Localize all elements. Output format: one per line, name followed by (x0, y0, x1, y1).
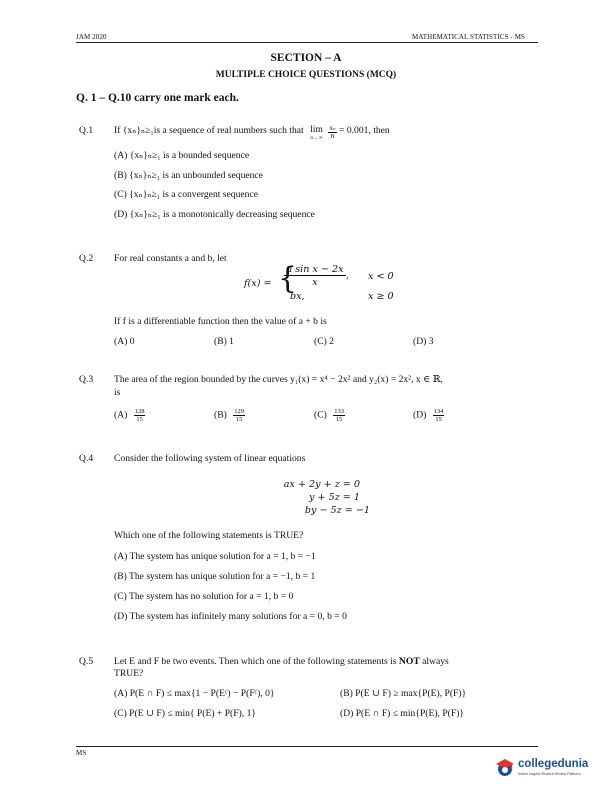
collegedunia-logo-name: collegedunia (518, 758, 589, 770)
graduation-cap-icon (494, 756, 516, 778)
q3-option-b-label: (B) (214, 409, 227, 421)
q5-number: Q.5 (79, 656, 94, 667)
q5-stem-not: NOT (398, 656, 420, 667)
q2-case1-comma: , (346, 270, 350, 281)
q3-option-a-label: (A) (114, 409, 128, 421)
q2-option-a: (A) 0 (114, 336, 135, 347)
q1-frac-den: n (330, 132, 335, 140)
collegedunia-logo-tagline: India's largest Student Review Platform (518, 772, 581, 776)
section-title: SECTION – A (270, 52, 342, 64)
q1-option-a: (A) {xₙ}ₙ≥₁ is a bounded sequence (114, 150, 250, 161)
q2-followup: If f is a differentiable function then the value of a + b is (114, 316, 327, 327)
q3-option-a-den: 15 (136, 416, 143, 423)
q1-frac-num: xₙ (329, 124, 336, 132)
q4-number: Q.4 (79, 453, 94, 464)
q4-equation-3: by − 5z = −1 (304, 505, 370, 516)
q1-option-c: (C) {xₙ}ₙ≥₁ is a convergent sequence (114, 189, 258, 200)
q4-option-a: (A) The system has unique solution for a = 1, b = −1 (114, 551, 316, 562)
q3-option-a-frac (134, 408, 146, 423)
q4-equation-1: ax + 2y + z = 0 (283, 479, 360, 490)
q3-stem-line2: is (114, 387, 121, 398)
q2-option-d: (D) 3 (413, 336, 434, 347)
q3-option-c-label: (C) (314, 409, 327, 421)
q3-number: Q.3 (79, 374, 94, 385)
q1-number: Q.1 (79, 125, 94, 136)
q3-option-b (214, 408, 245, 423)
q3-option-a (114, 408, 145, 423)
q2-case1-cond: x < 0 (368, 271, 394, 282)
q3-option-b-num: 129 (234, 408, 244, 415)
q1-stem-post: = 0.001, then (339, 125, 390, 136)
q2-number: Q.2 (79, 253, 94, 264)
q5-option-b: (B) P(E ∪ F) ≥ max{P(E), P(F)} (340, 688, 467, 699)
q1-lim-sub: n→∞ (310, 135, 323, 141)
q2-option-c: (C) 2 (314, 336, 334, 347)
q3-option-d-frac (433, 408, 445, 423)
section-subtitle: MULTIPLE CHOICE QUESTIONS (MCQ) (215, 70, 397, 80)
q2-brace: { (278, 261, 298, 296)
q4-option-d: (D) The system has infinitely many solutions for a = 0, b = 0 (114, 611, 347, 622)
q4-stem: Consider the following system of linear equations (114, 453, 306, 464)
q5-option-d: (D) P(E ∩ F) ≤ min{P(E), P(F)} (340, 708, 465, 719)
q5-stem-pre: Let E and F be two events. Then which one of the following statements is (114, 656, 397, 667)
q3-option-b-frac (233, 408, 245, 423)
q3-option-a-num: 128 (134, 408, 145, 415)
q3-option-c-den: 15 (335, 416, 343, 423)
q3-option-c (314, 408, 345, 423)
q1-lim-text: lim (310, 124, 323, 135)
q2-case1-num: a sin x − 2x (284, 264, 346, 276)
header-rule (76, 42, 538, 43)
q2-case2-cond: x ≥ 0 (368, 291, 394, 302)
q5-option-c: (C) P(E ∪ F) ≤ min{ P(E) + P(F), 1} (114, 708, 256, 719)
q3-option-d (413, 408, 444, 423)
q1-stem (114, 125, 390, 141)
header-subject-label: MATHEMATICAL STATISTICS - MS (412, 33, 526, 41)
q5-stem-line1 (114, 656, 449, 667)
q2-case1-den: x (312, 277, 318, 288)
q5-option-a: (A) P(E ∩ F) ≤ max{1 − P(Eᶜ) − P(Fᶜ), 0} (114, 688, 275, 699)
q2-option-b: (B) 1 (214, 336, 234, 347)
q3-stem-line1: The area of the region bounded by the curves y₁(x) = x⁴ − 2x² and y₂(x) = 2x², x ∈ ℝ, (114, 374, 443, 385)
q1-limit (310, 125, 323, 141)
marks-note: Q. 1 – Q.10 carry one mark each. (76, 92, 239, 104)
q4-question: Which one of the following statements is TRUE? (114, 530, 304, 541)
q3-option-c-num: 133 (334, 408, 344, 415)
q2-case2: bx, (290, 291, 305, 302)
q1-option-d: (D) {xₙ}ₙ≥₁ is a monotonically decreasing sequence (114, 209, 315, 220)
header-exam-label: JAM 2020 (76, 33, 107, 41)
q4-option-b: (B) The system has unique solution for a = −1, b = 1 (114, 571, 316, 582)
q2-fx-label: f(x) = (244, 278, 272, 289)
q3-option-d-den: 15 (435, 416, 442, 423)
q2-stem: For real constants a and b, let (114, 253, 227, 264)
footer-rule (76, 746, 538, 747)
footer-subject-code: MS (76, 749, 87, 757)
q1-option-b: (B) {xₙ}ₙ≥₁ is an unbounded sequence (114, 170, 263, 181)
q3-option-b-den: 15 (235, 416, 243, 423)
q3-option-d-num: 134 (433, 408, 444, 415)
q3-option-d-label: (D) (413, 409, 427, 421)
q1-stem-pre: If {xₙ}ₙ≥₁is a sequence of real numbers such that (114, 125, 304, 136)
collegedunia-logo-icon (494, 756, 516, 778)
q5-stem-line2: TRUE? (114, 668, 144, 679)
q1-fraction (328, 125, 336, 140)
q4-equation-2: y + 5z = 1 (309, 492, 360, 503)
q5-stem-post: always (422, 656, 449, 667)
q3-option-c-frac (333, 408, 345, 423)
q4-option-c: (C) The system has no solution for a = 1, b = 0 (114, 591, 294, 602)
